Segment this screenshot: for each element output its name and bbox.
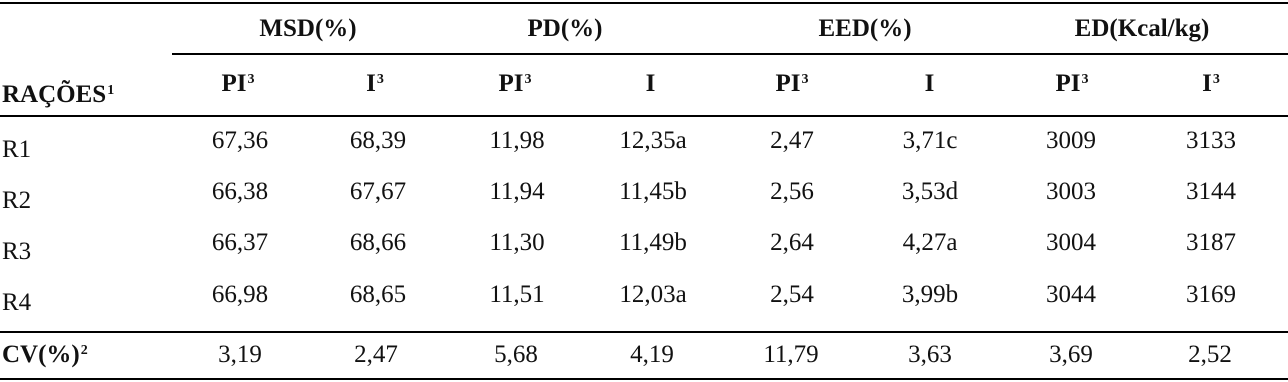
table-cell: 12,35a bbox=[619, 127, 687, 154]
table-cell: 4,19 bbox=[630, 341, 674, 368]
subheader-footnote: 3 bbox=[1212, 72, 1220, 87]
table-cell: 11,79 bbox=[763, 341, 819, 368]
row-header-footnote: 1 bbox=[107, 83, 115, 98]
subheader-label: I bbox=[366, 70, 376, 97]
cv-label-text: CV(%) bbox=[2, 341, 80, 368]
subheader-label: I bbox=[924, 70, 935, 97]
subheader-footnote: 3 bbox=[524, 72, 532, 87]
table-cell: 11,49b bbox=[619, 229, 687, 256]
table-cell: 2,47 bbox=[770, 127, 814, 154]
table-cell: 2,56 bbox=[770, 178, 814, 205]
subheader-footnote: 3 bbox=[376, 72, 384, 87]
subheader-footnote: 3 bbox=[801, 72, 809, 87]
subheader-label: I bbox=[1202, 70, 1212, 97]
header-bottom-rule bbox=[0, 115, 1288, 117]
table-cell: 2,47 bbox=[354, 341, 398, 368]
group-header-eed: EED(%) bbox=[818, 15, 912, 42]
row-label: R2 bbox=[2, 187, 32, 214]
row-label: R3 bbox=[2, 238, 32, 265]
group-header-ed: ED(Kcal/kg) bbox=[1074, 15, 1210, 42]
group-header-pd: PD(%) bbox=[527, 15, 603, 42]
table-cell: 3169 bbox=[1186, 281, 1236, 308]
subheader-label: PI bbox=[221, 70, 247, 97]
table-cell: 3009 bbox=[1046, 127, 1096, 154]
table-cell: 3133 bbox=[1186, 127, 1236, 154]
table-cell: 66,98 bbox=[211, 281, 269, 308]
subheader-label: PI bbox=[775, 70, 801, 97]
group-underline-rule bbox=[172, 53, 1288, 55]
row-header-text: RAÇÕES bbox=[2, 81, 107, 108]
table-cell: 67,67 bbox=[349, 178, 407, 205]
row-label: R1 bbox=[2, 136, 32, 163]
table-cell: 3,71c bbox=[902, 127, 958, 154]
table-cell: 68,66 bbox=[349, 229, 407, 256]
subheader-ed-i bbox=[1202, 69, 1220, 99]
bottom-rule bbox=[0, 378, 1288, 380]
table-cell: 2,64 bbox=[770, 229, 814, 256]
table-cell: 12,03a bbox=[619, 281, 687, 308]
table-cell: 67,36 bbox=[211, 127, 269, 154]
table-cell: 11,51 bbox=[489, 281, 545, 308]
table-cell: 3,63 bbox=[908, 341, 952, 368]
table-cell: 3187 bbox=[1186, 229, 1236, 256]
table-cell: 3144 bbox=[1186, 178, 1236, 205]
table-cell: 11,45b bbox=[619, 178, 687, 205]
top-rule bbox=[0, 2, 1288, 4]
subheader-msd-pi bbox=[222, 69, 255, 99]
table-cell: 66,37 bbox=[211, 229, 269, 256]
table-cell: 3,19 bbox=[218, 341, 262, 368]
subheader-ed-pi bbox=[1056, 69, 1089, 99]
table-cell: 3003 bbox=[1046, 178, 1096, 205]
group-header-msd: MSD(%) bbox=[259, 15, 357, 42]
table-cell: 68,65 bbox=[349, 281, 407, 308]
table-cell: 2,54 bbox=[770, 281, 814, 308]
table-cell: 5,68 bbox=[494, 341, 538, 368]
table-cell: 4,27a bbox=[902, 229, 958, 256]
subheader-label: PI bbox=[498, 70, 524, 97]
subheader-label: PI bbox=[1055, 70, 1081, 97]
cv-row-label bbox=[2, 340, 88, 370]
subheader-msd-i bbox=[366, 69, 384, 99]
subheader-pd-i bbox=[646, 69, 657, 99]
table-cell: 2,52 bbox=[1188, 341, 1232, 368]
table-cell: 3044 bbox=[1046, 281, 1096, 308]
table-cell: 3,69 bbox=[1049, 341, 1093, 368]
subheader-eed-pi bbox=[776, 69, 809, 99]
subheader-footnote: 3 bbox=[247, 72, 255, 87]
subheader-label: I bbox=[645, 70, 656, 97]
cv-top-rule bbox=[0, 331, 1288, 333]
row-header-label bbox=[2, 80, 114, 110]
table-cell: 3,99b bbox=[901, 281, 959, 308]
table-cell: 11,30 bbox=[489, 229, 545, 256]
cv-label-footnote: 2 bbox=[80, 343, 88, 358]
subheader-footnote: 3 bbox=[1081, 72, 1089, 87]
table-cell: 68,39 bbox=[349, 127, 407, 154]
row-label: R4 bbox=[2, 289, 32, 316]
table-cell: 11,98 bbox=[489, 127, 545, 154]
table-cell: 66,38 bbox=[211, 178, 269, 205]
table-cell: 11,94 bbox=[489, 178, 545, 205]
table-cell: 3004 bbox=[1046, 229, 1096, 256]
subheader-eed-i bbox=[925, 69, 936, 99]
table-cell: 3,53d bbox=[901, 178, 959, 205]
subheader-pd-pi bbox=[499, 69, 532, 99]
